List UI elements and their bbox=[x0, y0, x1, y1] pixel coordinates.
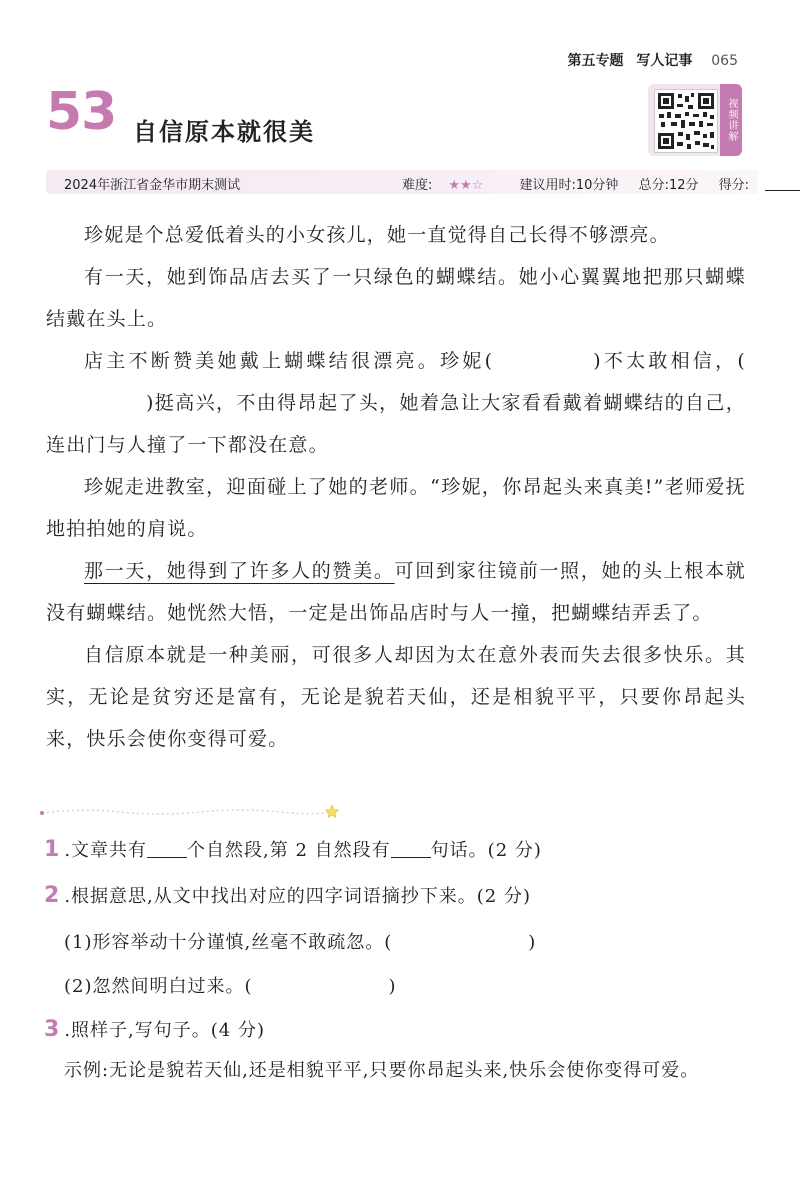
question-2-sub-2: (2)忽然间明白过来。( ) bbox=[64, 976, 397, 997]
score-field[interactable]: 得分: bbox=[719, 178, 800, 193]
underlined-sentence: 那一天，她得到了许多人的赞美。 bbox=[84, 560, 395, 582]
question-2-sub-1: (1)形容举动十分谨慎,丝毫不敢疏忽。( ) bbox=[64, 932, 537, 953]
star-icon bbox=[326, 805, 339, 818]
question-2: 2 .根据意思,从文中找出对应的四字词语摘抄下来。(2 分) bbox=[44, 883, 531, 908]
info-bar bbox=[46, 170, 758, 194]
question-number: 2 bbox=[44, 883, 61, 908]
paragraph-5: 那一天，她得到了许多人的赞美。可回到家往镜前一照，她的头上根本就没有蝴蝶结。她恍然大悟，一定是出饰品店时与人一撞，把蝴蝶结弄丢了。 bbox=[46, 560, 746, 624]
lesson-title: 自信原本就很美 bbox=[133, 118, 315, 146]
difficulty: 难度: ★★☆ bbox=[402, 178, 484, 193]
topic-label: 写人记事 bbox=[636, 53, 693, 69]
suggested-time: 建议用时:10分钟 bbox=[519, 178, 619, 193]
decorative-divider bbox=[40, 804, 340, 818]
answer-blank-paragraph-count[interactable] bbox=[147, 843, 187, 858]
question-3: 3 .照样子,写句子。(4 分) bbox=[44, 1017, 265, 1042]
unit-label: 第五专题 bbox=[567, 53, 624, 69]
total-score: 总分:12分 bbox=[638, 178, 699, 193]
running-header bbox=[568, 50, 738, 70]
question-number: 3 bbox=[44, 1017, 61, 1042]
difficulty-stars-icon: ★★☆ bbox=[448, 178, 484, 193]
paragraph-3: 店主不断赞美她戴上蝴蝶结很漂亮。珍妮( )不太敢相信，()挺高兴，不由得昂起了头，她着急让大家看看戴着蝴蝶结的自己，连出门与人撞了一下都没在意。 bbox=[46, 350, 746, 456]
exam-source: 2024年浙江省金华市期末测试 bbox=[64, 178, 241, 193]
question-1: 1 .文章共有 个自然段,第 2 自然段有 句话。(2 分) bbox=[44, 837, 542, 862]
qr-code-icon[interactable] bbox=[654, 89, 718, 153]
lesson-number: 53 bbox=[46, 82, 117, 142]
paragraph-1: 珍妮是个总爱低着头的小女孩儿，她一直觉得自己长得不够漂亮。 bbox=[84, 224, 670, 246]
paragraph-2: 有一天，她到饰品店去买了一只绿色的蝴蝶结。她小心翼翼地把那只蝴蝶结戴在头上。 bbox=[46, 266, 746, 330]
answer-blank-sentence-count[interactable] bbox=[391, 843, 431, 858]
video-explain-tag: 视频讲解 bbox=[720, 84, 742, 156]
paragraph-4: 珍妮走进教室，迎面碰上了她的老师。“珍妮，你昂起头来真美!”老师爱抚地拍拍她的肩说。 bbox=[46, 476, 746, 540]
question-3-example: 示例:无论是貌若天仙,还是相貌平平,只要你昂起头来,快乐会使你变得可爱。 bbox=[64, 1060, 700, 1081]
paragraph-6: 自信原本就是一种美丽，可很多人却因为太在意外表而失去很多快乐。其实，无论是贫穷还是富有，无论是貌若天仙，还是相貌平平，只要你昂起头来，快乐会使你变得可爱。 bbox=[46, 644, 746, 750]
qr-code-block[interactable] bbox=[648, 84, 742, 156]
page-number: 065 bbox=[711, 53, 738, 69]
question-number: 1 bbox=[44, 837, 61, 862]
reading-passage bbox=[46, 214, 746, 760]
